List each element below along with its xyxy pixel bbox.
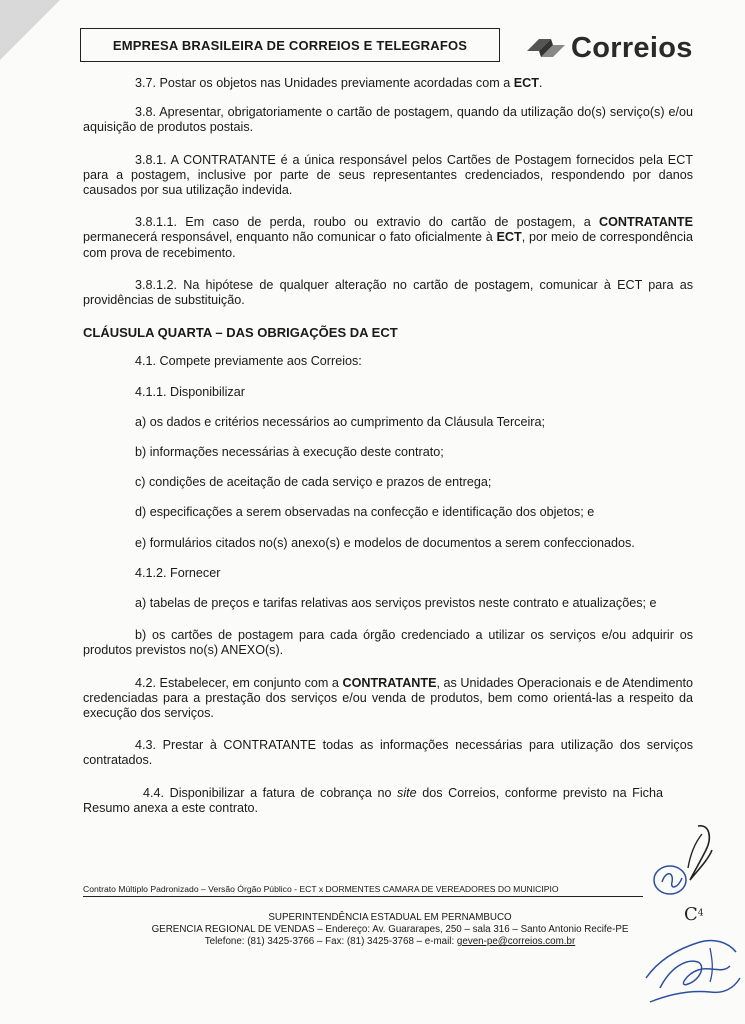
item-b: b) informações necessárias à execução deste contrato; bbox=[135, 445, 444, 460]
clause-4-4 bbox=[83, 786, 663, 816]
superintendence-line: SUPERINTENDÊNCIA ESTADUAL EM PERNAMBUCO bbox=[268, 912, 512, 923]
item-a: a) os dados e critérios necessários ao cumprimento da Cláusula Terceira; bbox=[135, 414, 545, 429]
clause-3-8-1-1-text-e: , por meio de correspondência com prova de recebimento. bbox=[83, 230, 693, 260]
logo-text: Correios bbox=[571, 31, 693, 64]
document-body bbox=[83, 76, 693, 816]
clause-3-7-text: 3.7. Postar os objetos nas Unidades previamente acordadas com a bbox=[135, 76, 514, 90]
clause-3-8-1: 3.8.1. A CONTRATANTE é a única responsável pelos Cartões de Postagem fornecidos pela ECT para a postagem, inclusive por parte de seus representantes credenciados, respondendo por danos causados por sua utilização indevida. bbox=[83, 152, 693, 198]
clause-4-4-text-a: 4.4. Disponibilizar a fatura de cobrança no bbox=[143, 785, 398, 800]
item-2a: a) tabelas de preços e tarifas relativas aos serviços previstos neste contrato e atualizações; e bbox=[135, 596, 657, 611]
clause-3-8-1-1-bold-b: CONTRATANTE bbox=[599, 215, 693, 230]
clause-4-1-2: 4.1.2. Fornecer bbox=[135, 565, 221, 580]
clause-4-4-italic: site bbox=[397, 785, 417, 800]
clause-3-7 bbox=[83, 76, 693, 91]
page-number: $C^4$ bbox=[684, 904, 704, 925]
clause-4-1: 4.1. Compete previamente aos Correios: bbox=[135, 354, 362, 369]
clause-3-8: 3.8. Apresentar, obrigatoriamente o cartão de postagem, quando da utilização do(s) serviço(s) e/ou aquisição de produtos postais. bbox=[83, 105, 693, 135]
contact-line bbox=[110, 936, 670, 948]
clause-4-2-text-c: , as Unidades Operacionais e de Atendimento credenciadas para a prestação dos serviços e/ou venda de produtos, bem como orientá-las a respeito da execução dos serviços. bbox=[83, 675, 693, 721]
clause-4-2 bbox=[83, 676, 693, 722]
item-e: e) formulários citados no(s) anexo(s) e modelos de documentos a serem confeccionados. bbox=[135, 535, 635, 550]
contract-reference: Contrato Múltiplo Padronizado – Versão Órgão Público - ECT x DORMENTES CAMARA DE VEREADORES DO MUNICIPIO bbox=[83, 884, 643, 897]
clause-4-4-text-c: dos Correios, conforme previsto na Ficha Resumo anexa a este contrato. bbox=[83, 785, 663, 815]
page-number-value: 4 bbox=[697, 907, 704, 919]
item-c: c) condições de aceitação de cada serviço e prazos de entrega; bbox=[135, 475, 492, 490]
address-line: GERENCIA REGIONAL DE VENDAS – Endereço: Av. Guararapes, 250 – sala 316 – Santo Antonio Recife-PE bbox=[151, 924, 629, 935]
handwritten-initials-blue bbox=[648, 860, 708, 900]
correios-logo bbox=[525, 28, 695, 68]
phone-text: Telefone: (81) 3425-3766 – Fax: (81) 3425-3768 – e-mail: bbox=[204, 936, 457, 947]
item-d: d) especificações a serem observadas na confecção e identificação dos objetos; e bbox=[135, 505, 595, 520]
clause-3-7-end: . bbox=[538, 76, 543, 90]
item-2b: b) os cartões de postagem para cada órgão credenciado a utilizar os serviços e/ou adquirir os produtos previstos no(s) ANEXO(s). bbox=[83, 628, 693, 658]
clause-3-8-1-2: 3.8.1.2. Na hipótese de qualquer alteração no cartão de postagem, comunicar à ECT para as providências de substituição. bbox=[83, 277, 693, 308]
clause-4-3: 4.3. Prestar à CONTRATANTE todas as informações necessárias para utilização dos serviços contratados. bbox=[83, 738, 693, 768]
clause-3-8-1-1-text-c: permanecerá responsável, enquanto não comunicar o fato oficialmente à bbox=[83, 230, 497, 245]
email-link[interactable]: geven-pe@correios.com.br bbox=[456, 936, 576, 947]
clause-4-2-text-a: 4.2. Estabelecer, em conjunto com a bbox=[135, 675, 343, 690]
correios-logo-icon bbox=[525, 31, 567, 65]
section-heading: CLÁUSULA QUARTA – DAS OBRIGAÇÕES DA ECT bbox=[83, 325, 398, 341]
clause-3-8-1-1 bbox=[83, 215, 693, 261]
footer-address-block bbox=[110, 912, 670, 948]
clause-3-8-1-1-bold-d: ECT bbox=[496, 230, 522, 245]
company-name: EMPRESA BRASILEIRA DE CORREIOS E TELEGRAFOS bbox=[112, 37, 468, 53]
clause-4-2-bold: CONTRATANTE bbox=[342, 675, 437, 690]
folded-corner bbox=[0, 0, 60, 60]
clause-4-1-1: 4.1.1. Disponibilizar bbox=[135, 384, 245, 399]
clause-3-8-1-1-text-a: 3.8.1.1. Em caso de perda, roubo ou extravio do cartão de postagem, a bbox=[135, 215, 600, 230]
clause-3-7-bold: ECT bbox=[513, 76, 539, 90]
handwritten-signature-blue bbox=[640, 918, 745, 1018]
company-header bbox=[80, 28, 500, 62]
